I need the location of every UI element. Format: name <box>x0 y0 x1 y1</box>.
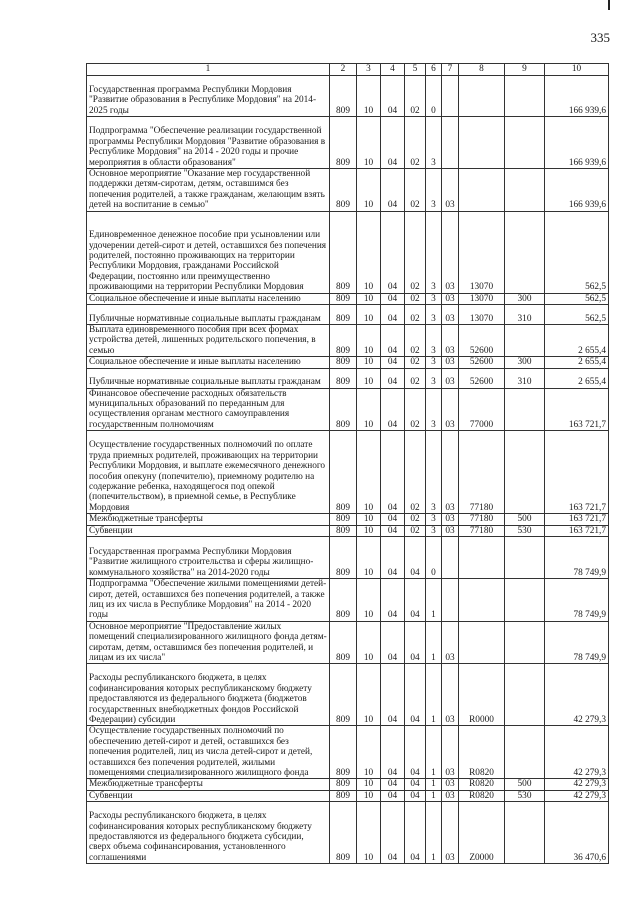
table-row <box>87 117 609 169</box>
subsection-code: 04 <box>381 537 405 579</box>
chapter-code: 809 <box>330 779 357 790</box>
table-row <box>87 169 609 212</box>
subsection-code: 04 <box>381 525 405 536</box>
row-description: Социальное обеспечение и иные выплаты населению <box>87 293 330 304</box>
subsection-code: 04 <box>381 76 405 117</box>
subprogram-code: 3 <box>426 431 442 514</box>
activity-code: 03 <box>442 305 459 325</box>
chapter-code: 809 <box>330 514 357 525</box>
subprogram-code: 0 <box>426 537 442 579</box>
chapter-code: 809 <box>330 325 357 357</box>
direction-code <box>459 579 505 622</box>
chapter-code: 809 <box>330 388 357 431</box>
direction-code <box>459 621 505 664</box>
section-code: 10 <box>357 514 381 525</box>
table-row <box>87 325 609 357</box>
direction-code: 52600 <box>459 368 505 388</box>
chapter-code: 809 <box>330 211 357 293</box>
amount: 36 470,6 <box>545 802 609 864</box>
expense-type-code: 300 <box>505 293 545 304</box>
budget-table <box>86 63 609 864</box>
subsection-code: 04 <box>381 779 405 790</box>
chapter-code: 809 <box>330 537 357 579</box>
table-row <box>87 76 609 117</box>
chapter-code: 809 <box>330 305 357 325</box>
subsection-code: 04 <box>381 664 405 726</box>
direction-code: R0820 <box>459 779 505 790</box>
table-row <box>87 802 609 864</box>
table-row <box>87 211 609 293</box>
table-row <box>87 726 609 779</box>
amount: 166 939,6 <box>545 76 609 117</box>
program-code: 04 <box>405 621 426 664</box>
column-header: 9 <box>505 64 545 76</box>
subsection-code: 04 <box>381 305 405 325</box>
amount: 42 279,3 <box>545 790 609 801</box>
subsection-code: 04 <box>381 293 405 304</box>
program-code: 02 <box>405 76 426 117</box>
amount: 163 721,7 <box>545 514 609 525</box>
row-description: Межбюджетные трансферты <box>87 514 330 525</box>
activity-code: 03 <box>442 169 459 212</box>
direction-code: 13070 <box>459 305 505 325</box>
subsection-code: 04 <box>381 388 405 431</box>
amount: 78 749,9 <box>545 579 609 622</box>
program-code: 02 <box>405 293 426 304</box>
row-description: Субвенции <box>87 790 330 801</box>
direction-code <box>459 117 505 169</box>
section-code: 10 <box>357 169 381 212</box>
expense-type-code: 530 <box>505 525 545 536</box>
chapter-code: 809 <box>330 431 357 514</box>
amount: 2 655,4 <box>545 325 609 357</box>
amount: 78 749,9 <box>545 537 609 579</box>
subprogram-code: 3 <box>426 117 442 169</box>
chapter-code: 809 <box>330 726 357 779</box>
activity-code: 03 <box>442 621 459 664</box>
amount: 2 655,4 <box>545 368 609 388</box>
activity-code: 03 <box>442 726 459 779</box>
table-row <box>87 368 609 388</box>
chapter-code: 809 <box>330 579 357 622</box>
subsection-code: 04 <box>381 169 405 212</box>
expense-type-code <box>505 211 545 293</box>
direction-code: 13070 <box>459 211 505 293</box>
table-row <box>87 790 609 801</box>
activity-code: 03 <box>442 802 459 864</box>
row-description: Основное мероприятие "Предоставление жилых помещений специализированного жилищного фонда детям-сиротам, детям, оставшимся без попечения родителей, и лицам из их числа" <box>87 621 330 664</box>
section-code: 10 <box>357 325 381 357</box>
row-description: Субвенции <box>87 525 330 536</box>
chapter-code: 809 <box>330 664 357 726</box>
row-description: Выплата единовременного пособия при всех формах устройства детей, лишенных родительского попечения, в семью <box>87 325 330 357</box>
section-code: 10 <box>357 76 381 117</box>
amount: 562,5 <box>545 293 609 304</box>
column-header: 4 <box>381 64 405 76</box>
subsection-code: 04 <box>381 211 405 293</box>
amount: 163 721,7 <box>545 431 609 514</box>
column-header: 2 <box>330 64 357 76</box>
expense-type-code: 500 <box>505 779 545 790</box>
chapter-code: 809 <box>330 169 357 212</box>
row-description: Финансовое обеспечение расходных обязательств муниципальных образований по переданным для осуществления органам местного самоуправления государственным полномочиям <box>87 388 330 431</box>
direction-code: R0820 <box>459 726 505 779</box>
subprogram-code: 1 <box>426 726 442 779</box>
direction-code: 77000 <box>459 388 505 431</box>
program-code: 02 <box>405 305 426 325</box>
subprogram-code: 3 <box>426 368 442 388</box>
subprogram-code: 0 <box>426 76 442 117</box>
chapter-code: 809 <box>330 357 357 368</box>
subprogram-code: 1 <box>426 779 442 790</box>
table-row <box>87 293 609 304</box>
table-row <box>87 525 609 536</box>
expense-type-code: 500 <box>505 514 545 525</box>
row-description: Государственная программа Республики Мордовия "Развитие образования в Республике Мордовия" на 2014-2025 годы <box>87 76 330 117</box>
subsection-code: 04 <box>381 117 405 169</box>
expense-type-code <box>505 664 545 726</box>
section-code: 10 <box>357 368 381 388</box>
subsection-code: 04 <box>381 368 405 388</box>
subprogram-code: 3 <box>426 325 442 357</box>
activity-code: 03 <box>442 664 459 726</box>
activity-code: 03 <box>442 790 459 801</box>
subprogram-code: 3 <box>426 357 442 368</box>
direction-code <box>459 169 505 212</box>
direction-code: 13070 <box>459 293 505 304</box>
subprogram-code: 1 <box>426 664 442 726</box>
program-code: 02 <box>405 514 426 525</box>
subprogram-code: 3 <box>426 514 442 525</box>
column-header: 3 <box>357 64 381 76</box>
chapter-code: 809 <box>330 802 357 864</box>
expense-type-code: 310 <box>505 305 545 325</box>
amount: 2 655,4 <box>545 357 609 368</box>
direction-code: R0820 <box>459 790 505 801</box>
program-code: 02 <box>405 431 426 514</box>
expense-type-code <box>505 726 545 779</box>
program-code: 04 <box>405 537 426 579</box>
column-header: 7 <box>442 64 459 76</box>
section-code: 10 <box>357 790 381 801</box>
amount: 42 279,3 <box>545 726 609 779</box>
activity-code <box>442 76 459 117</box>
section-code: 10 <box>357 664 381 726</box>
table-row <box>87 388 609 431</box>
expense-type-code <box>505 579 545 622</box>
program-code: 04 <box>405 802 426 864</box>
expense-type-code <box>505 169 545 212</box>
amount: 78 749,9 <box>545 621 609 664</box>
program-code: 04 <box>405 664 426 726</box>
expense-type-code: 310 <box>505 368 545 388</box>
program-code: 04 <box>405 579 426 622</box>
column-header: 8 <box>459 64 505 76</box>
program-code: 02 <box>405 117 426 169</box>
row-description: Осуществление государственных полномочий по обеспечению детей-сирот и детей, оставшихся без попечения родителей, лиц из числа детей-сирот и детей, оставшихся без попечения родителей, жилыми помещениями специализированного жилищного фонда <box>87 726 330 779</box>
direction-code: 77180 <box>459 431 505 514</box>
activity-code: 03 <box>442 431 459 514</box>
subsection-code: 04 <box>381 325 405 357</box>
row-description: Осуществление государственных полномочий по оплате труда приемных родителей, проживающих на территории Республики Мордовия, и выплате ежемесячного денежного пособия опекуну (попечителю), приемному родителю на содержание ребенка, находящегося под опекой (попечительством), в приемной семье, в Республике Мордовия <box>87 431 330 514</box>
table-row <box>87 305 609 325</box>
direction-code <box>459 537 505 579</box>
program-code: 02 <box>405 388 426 431</box>
direction-code: 52600 <box>459 325 505 357</box>
direction-code: 52600 <box>459 357 505 368</box>
subsection-code: 04 <box>381 357 405 368</box>
section-code: 10 <box>357 293 381 304</box>
row-description: Социальное обеспечение и иные выплаты населению <box>87 357 330 368</box>
chapter-code: 809 <box>330 117 357 169</box>
chapter-code: 809 <box>330 525 357 536</box>
subprogram-code: 3 <box>426 169 442 212</box>
direction-code: Z0000 <box>459 802 505 864</box>
program-code: 04 <box>405 779 426 790</box>
section-code: 10 <box>357 726 381 779</box>
direction-code: 77180 <box>459 525 505 536</box>
program-code: 02 <box>405 525 426 536</box>
amount: 166 939,6 <box>545 117 609 169</box>
section-code: 10 <box>357 779 381 790</box>
row-description: Единовременное денежное пособие при усыновлении или удочерении детей-сирот и детей, оставшихся без попечения родителей, постоянно проживающих на территории Республики Мордовия, гражданами Российской Федерации, постоянно или преимущественно проживающими на территории Республики Мордовия <box>87 211 330 293</box>
section-code: 10 <box>357 537 381 579</box>
chapter-code: 809 <box>330 621 357 664</box>
subprogram-code: 1 <box>426 802 442 864</box>
table-row <box>87 664 609 726</box>
expense-type-code <box>505 325 545 357</box>
expense-type-code <box>505 802 545 864</box>
direction-code <box>459 76 505 117</box>
activity-code: 03 <box>442 388 459 431</box>
expense-type-code <box>505 76 545 117</box>
program-code: 04 <box>405 726 426 779</box>
table-row <box>87 514 609 525</box>
table-row <box>87 431 609 514</box>
subprogram-code: 3 <box>426 388 442 431</box>
row-description: Государственная программа Республики Мордовия "Развитие жилищного строительства и сферы жилищно-коммунального хозяйства" на 2014-2020 годы <box>87 537 330 579</box>
table-row <box>87 357 609 368</box>
expense-type-code: 300 <box>505 357 545 368</box>
amount: 42 279,3 <box>545 664 609 726</box>
amount: 42 279,3 <box>545 779 609 790</box>
section-code: 10 <box>357 579 381 622</box>
column-header: 1 <box>87 64 330 76</box>
activity-code: 03 <box>442 293 459 304</box>
activity-code: 03 <box>442 357 459 368</box>
row-description: Подпрограмма "Обеспечение жилыми помещениями детей-сирот, детей, оставшихся без попечения родителей, а также лиц из их числа в Республике Мордовия" на 2014 - 2020 годы <box>87 579 330 622</box>
table-header-row <box>87 64 609 76</box>
table-row <box>87 579 609 622</box>
subsection-code: 04 <box>381 579 405 622</box>
section-code: 10 <box>357 357 381 368</box>
amount: 562,5 <box>545 211 609 293</box>
expense-type-code: 530 <box>505 790 545 801</box>
expense-type-code <box>505 431 545 514</box>
activity-code: 03 <box>442 325 459 357</box>
column-header: 10 <box>545 64 609 76</box>
column-header: 5 <box>405 64 426 76</box>
subsection-code: 04 <box>381 790 405 801</box>
subsection-code: 04 <box>381 802 405 864</box>
section-code: 10 <box>357 802 381 864</box>
direction-code: R0000 <box>459 664 505 726</box>
chapter-code: 809 <box>330 293 357 304</box>
activity-code: 03 <box>442 525 459 536</box>
column-header: 6 <box>426 64 442 76</box>
row-description: Публичные нормативные социальные выплаты гражданам <box>87 368 330 388</box>
subprogram-code: 3 <box>426 211 442 293</box>
section-code: 10 <box>357 525 381 536</box>
program-code: 04 <box>405 790 426 801</box>
subsection-code: 04 <box>381 431 405 514</box>
direction-code: 77180 <box>459 514 505 525</box>
section-code: 10 <box>357 621 381 664</box>
subsection-code: 04 <box>381 514 405 525</box>
activity-code: 03 <box>442 514 459 525</box>
activity-code: 03 <box>442 368 459 388</box>
row-description: Основное мероприятие "Оказание мер государственной поддержки детям-сиротам, детям, оставшимся без попечения родителей, а также гражданам, желающим взять детей на воспитание в семью" <box>87 169 330 212</box>
activity-code <box>442 537 459 579</box>
table-row <box>87 779 609 790</box>
section-code: 10 <box>357 388 381 431</box>
expense-type-code <box>505 117 545 169</box>
page-number: 335 <box>590 30 610 45</box>
table-row <box>87 621 609 664</box>
amount: 562,5 <box>545 305 609 325</box>
row-description: Публичные нормативные социальные выплаты гражданам <box>87 305 330 325</box>
expense-type-code <box>505 537 545 579</box>
program-code: 02 <box>405 368 426 388</box>
program-code: 02 <box>405 211 426 293</box>
program-code: 02 <box>405 325 426 357</box>
activity-code <box>442 117 459 169</box>
subprogram-code: 3 <box>426 305 442 325</box>
row-description: Расходы республиканского бюджета, в целях софинансирования которых республиканскому бюджету предоставляются из федерального бюджета субсидии, сверх объема софинансирования, установленного соглашениями <box>87 802 330 864</box>
expense-type-code <box>505 621 545 664</box>
table-row <box>87 537 609 579</box>
activity-code: 03 <box>442 211 459 293</box>
chapter-code: 809 <box>330 76 357 117</box>
chapter-code: 809 <box>330 790 357 801</box>
amount: 166 939,6 <box>545 169 609 212</box>
section-code: 10 <box>357 117 381 169</box>
section-code: 10 <box>357 211 381 293</box>
subprogram-code: 1 <box>426 790 442 801</box>
program-code: 02 <box>405 169 426 212</box>
amount: 163 721,7 <box>545 525 609 536</box>
chapter-code: 809 <box>330 368 357 388</box>
row-description: Расходы республиканского бюджета, в целях софинансирования которых республиканскому бюджету предоставляются из федерального бюджета (бюджетов государственных внебюджетных фондов Российской Федерации) субсидии <box>87 664 330 726</box>
scan-mark <box>608 0 610 10</box>
section-code: 10 <box>357 305 381 325</box>
section-code: 10 <box>357 431 381 514</box>
expense-type-code <box>505 388 545 431</box>
row-description: Межбюджетные трансферты <box>87 779 330 790</box>
subsection-code: 04 <box>381 621 405 664</box>
row-description: Подпрограмма "Обеспечение реализации государственной программы Республики Мордовия "Развитие образования в Республике Мордовия" на 2014 - 2020 годы и прочие мероприятия в области образования" <box>87 117 330 169</box>
amount: 163 721,7 <box>545 388 609 431</box>
program-code: 02 <box>405 357 426 368</box>
subprogram-code: 1 <box>426 579 442 622</box>
subprogram-code: 1 <box>426 621 442 664</box>
subsection-code: 04 <box>381 726 405 779</box>
activity-code <box>442 579 459 622</box>
activity-code: 03 <box>442 779 459 790</box>
subprogram-code: 3 <box>426 525 442 536</box>
subprogram-code: 3 <box>426 293 442 304</box>
